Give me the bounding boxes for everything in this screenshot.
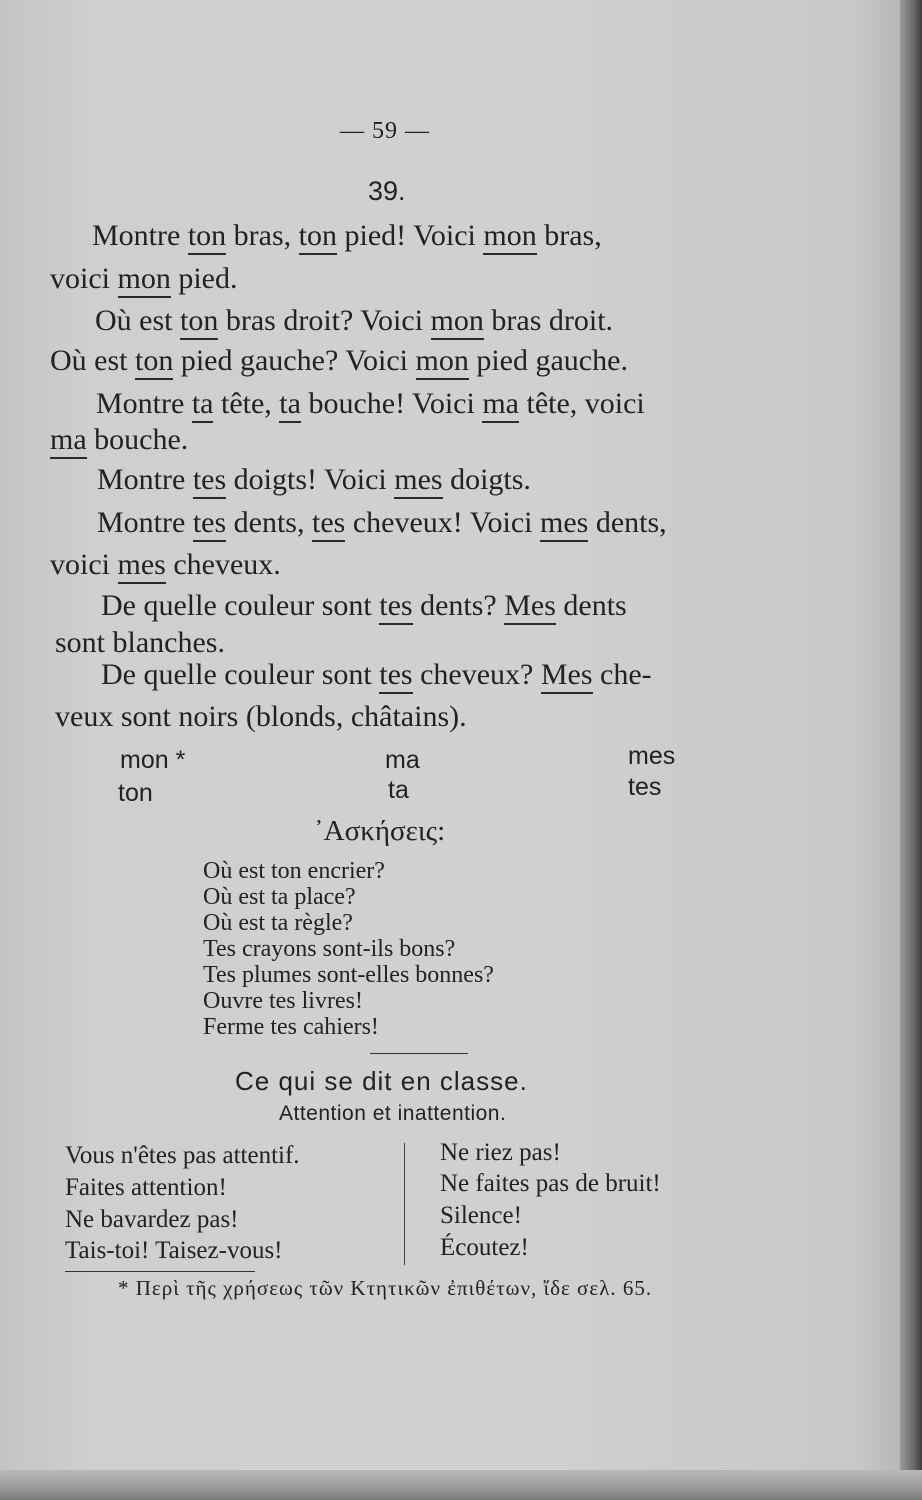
text-line <box>55 702 467 732</box>
text-line <box>50 264 238 294</box>
section-divider <box>370 1053 468 1054</box>
text-segment: pied! Voici <box>337 219 484 252</box>
underlined-word: mon <box>431 304 484 340</box>
footnote: * Περὶ τῆς χρήσεως τῶν Κτητικῶν ἐπιθέτων, ἴδε σελ. 65. <box>118 1276 653 1300</box>
text-line <box>50 346 628 376</box>
text-line <box>97 508 667 538</box>
exercise-item: Tes plumes sont-elles bonnes? <box>203 962 494 988</box>
phrase-left: Vous n'êtes pas attentif. <box>65 1142 300 1169</box>
text-segment: bras droit. <box>483 304 614 337</box>
exercise-item: Ouvre tes livres! <box>203 988 363 1014</box>
text-segment: De quelle couleur sont <box>101 658 380 691</box>
underlined-word: ton <box>180 304 218 340</box>
text-segment: dents? <box>412 589 505 622</box>
underlined-word: Mes <box>504 589 556 625</box>
underlined-word: mes <box>540 506 588 542</box>
text-segment: veux sont noirs (blonds, châtains). <box>55 700 467 733</box>
text-segment: sont blanches. <box>55 626 225 659</box>
text-segment: Montre <box>97 506 193 539</box>
text-segment: dents, <box>588 506 667 539</box>
text-line <box>96 389 645 419</box>
phrase-right: Ne faites pas de bruit! <box>440 1170 661 1197</box>
exercise-item: Où est ton encrier? <box>203 858 385 884</box>
text-segment: che- <box>592 658 652 691</box>
underlined-word: ton <box>135 344 173 380</box>
text-segment: Montre <box>92 219 188 252</box>
phrase-left: Faites attention! <box>65 1174 227 1201</box>
text-segment: bras, <box>536 219 602 252</box>
text-segment: bras droit? Voici <box>218 304 431 337</box>
underlined-word: ma <box>50 423 87 459</box>
text-segment: dents <box>555 589 627 622</box>
underlined-word: tes <box>193 506 226 542</box>
exercise-item: Ferme tes cahiers! <box>203 1014 379 1040</box>
text-segment: pied. <box>170 262 238 295</box>
text-line <box>97 465 531 495</box>
text-segment: pied gauche. <box>468 344 628 377</box>
underlined-word: mes <box>118 548 166 584</box>
pronoun-ma: ma <box>385 746 420 774</box>
phrase-right: Ne riez pas! <box>440 1139 561 1166</box>
underlined-word: tes <box>312 506 345 542</box>
text-segment: Où est <box>95 304 180 337</box>
footnote-rule <box>65 1271 255 1272</box>
phrase-right: Écoutez! <box>440 1234 529 1261</box>
text-line <box>92 221 602 251</box>
pronoun-tes: tes <box>628 773 662 801</box>
pronoun-mes: mes <box>628 742 676 770</box>
underlined-word: mon <box>416 344 469 380</box>
page-edge-shadow <box>900 0 922 1500</box>
text-segment: pied gauche? Voici <box>173 344 416 377</box>
text-line <box>101 660 652 690</box>
pronoun-ta: ta <box>388 776 409 804</box>
text-segment: cheveux. <box>165 548 281 581</box>
text-segment: voici <box>50 548 118 581</box>
column-divider <box>404 1143 405 1265</box>
underlined-word: ton <box>299 219 337 255</box>
page-number: — 59 — <box>340 118 430 144</box>
text-line <box>50 550 281 580</box>
exercise-item: Où est ta règle? <box>203 910 353 936</box>
text-segment: Montre <box>96 387 192 420</box>
underlined-word: ton <box>188 219 226 255</box>
section-title: Ce qui se dit en classe. <box>235 1066 528 1096</box>
text-segment: cheveux? <box>412 658 541 691</box>
lesson-number: 39. <box>368 176 406 206</box>
text-segment: tête, <box>213 387 280 420</box>
text-line <box>55 628 225 658</box>
text-line <box>95 306 613 336</box>
text-segment: Montre <box>97 463 193 496</box>
underlined-word: tes <box>379 589 412 625</box>
underlined-word: tes <box>379 658 412 694</box>
text-segment: bras, <box>226 219 299 252</box>
exercise-item: Où est ta place? <box>203 884 356 910</box>
page-bottom-strip <box>0 1470 922 1500</box>
text-segment: bouche! Voici <box>300 387 483 420</box>
underlined-word: mon <box>483 219 536 255</box>
exercises-title: ᾿Ασκήσεις: <box>314 815 446 847</box>
pronoun-mon: mon * <box>120 746 186 774</box>
text-segment: cheveux! Voici <box>345 506 540 539</box>
text-segment: bouche. <box>86 423 189 456</box>
underlined-word: mes <box>394 463 442 499</box>
underlined-word: mon <box>118 262 171 298</box>
text-segment: voici <box>50 262 118 295</box>
text-line <box>50 425 188 455</box>
text-segment: doigts. <box>442 463 531 496</box>
underlined-word: tes <box>193 463 226 499</box>
text-segment: De quelle couleur sont <box>101 589 380 622</box>
underlined-word: ta <box>279 387 301 423</box>
text-line <box>101 591 627 621</box>
pronoun-ton: ton <box>118 779 153 807</box>
text-segment: dents, <box>226 506 312 539</box>
exercise-item: Tes crayons sont-ils bons? <box>203 936 456 962</box>
section-subtitle: Attention et inattention. <box>279 1102 507 1125</box>
text-segment: tête, voici <box>518 387 645 420</box>
underlined-word: ma <box>482 387 519 423</box>
text-segment: Où est <box>50 344 135 377</box>
phrase-left: Ne bavardez pas! <box>65 1206 239 1233</box>
phrase-right: Silence! <box>440 1202 522 1229</box>
phrase-left: Tais-toi! Taisez-vous! <box>65 1237 283 1264</box>
text-segment: doigts! Voici <box>226 463 395 496</box>
underlined-word: ta <box>192 387 214 423</box>
underlined-word: Mes <box>541 658 593 694</box>
